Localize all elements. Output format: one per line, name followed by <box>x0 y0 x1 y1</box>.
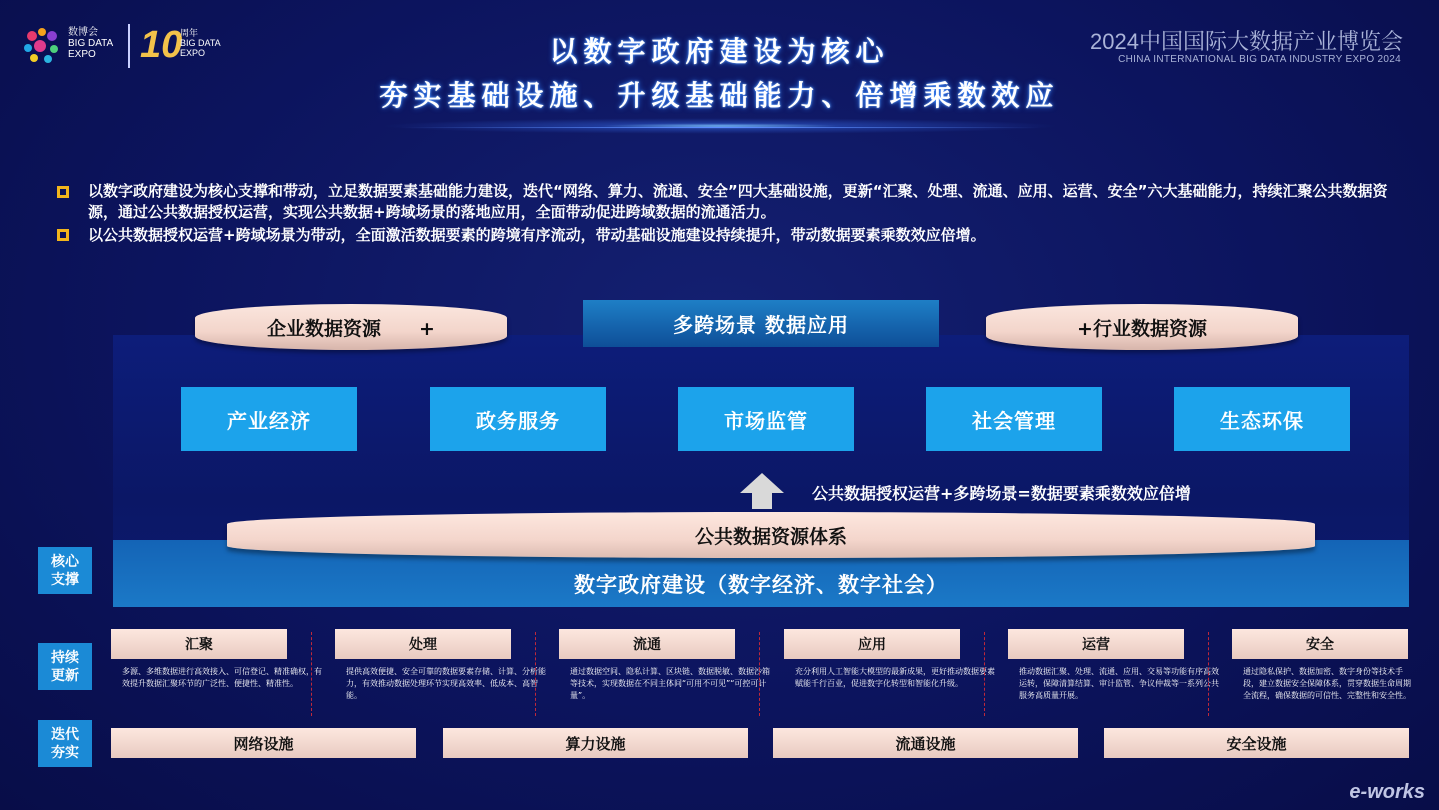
sector-box-social-management: 社会管理 <box>926 387 1102 451</box>
capability-desc-process: 提供高效便捷、安全可靠的数据要素存储、计算、分析能力，有效推动数据处理环节实现高效率、低成本、高智能。 <box>346 667 546 700</box>
anniversary-logo-number: 10 <box>140 24 183 66</box>
capability-separator <box>311 632 312 716</box>
capability-separator <box>984 632 985 716</box>
page-title-line1: 以数字政府建设为核心 <box>549 35 890 68</box>
capability-head-circulate: 流通 <box>559 629 735 659</box>
title-glow-decoration <box>380 118 1060 134</box>
sector-box-ecology: 生态环保 <box>1174 387 1350 451</box>
page-title-line2: 夯实基础设施、升级基础能力、倍增乘数效应 <box>379 79 1060 112</box>
capability-separator <box>759 632 760 716</box>
anniv-line2: BIG DATA <box>180 38 221 48</box>
capability-head-security: 安全 <box>1232 629 1408 659</box>
bullet-icon <box>57 186 69 198</box>
infra-network: 网络设施 <box>111 728 416 758</box>
sector-box-industry-economy: 产业经济 <box>181 387 357 451</box>
side-label-core-line2: 支撑 <box>51 571 79 588</box>
capability-head-process: 处理 <box>335 629 511 659</box>
anniv-line1: 周年 <box>180 28 199 38</box>
sector-box-government-services: 政务服务 <box>430 387 606 451</box>
capability-head-operate: 运营 <box>1008 629 1184 659</box>
logo-left-line2: BIG DATA <box>68 38 114 49</box>
side-label-iterate-consolidate <box>38 720 92 767</box>
side-label-iterate-line1: 迭代 <box>51 726 79 743</box>
capability-desc-operate: 推动数据汇聚、处理、流通、应用、交易等功能有序高效运转，保障清算结算、审计监管、争议仲裁等一系列公共服务高质量开展。 <box>1019 667 1219 700</box>
side-label-iterate-line2: 夯实 <box>51 744 79 761</box>
side-label-core-line1: 核心 <box>51 553 79 570</box>
capability-desc-security: 通过隐私保护、数据加密、数字身份等技术手段，建立数据安全保障体系，贯穿数据生命周期全流程，确保数据的可信性、完整性和安全性。 <box>1243 667 1411 700</box>
industry-data-pill: +行业数据资源 <box>986 304 1298 350</box>
capability-head-apply: 应用 <box>784 629 960 659</box>
bullet-text-2: 以公共数据授权运营+跨域场景为带动，全面激活数据要素的跨境有序流动，带动基础设施建设持续提升，带动数据要素乘数效应倍增。 <box>88 226 986 244</box>
anniv-line3: EXPO <box>180 48 206 58</box>
sector-box-market-supervision: 市场监管 <box>678 387 854 451</box>
up-arrow-icon <box>738 471 786 511</box>
capability-desc-apply: 充分利用人工智能大模型的最新成果，更好推动数据要素赋能千行百业，促进数字化转型和智能化升级。 <box>795 667 995 688</box>
enterprise-data-pill: 企业数据资源 + <box>195 304 507 350</box>
bullet-text-1: 以数字政府建设为核心支撑和带动，立足数据要素基础能力建设，迭代“网络、算力、流通、安全”四大基础设施，更新“汇聚、处理、流通、应用、运营、安全”六大基础能力，持续汇聚公共数据资源，通过公共数据授权运营，实现公共数据+跨域场景的落地应用，全面带动促进跨域数据的流通活力。 <box>88 182 1388 221</box>
logo-left-line1: 数博会 <box>68 27 98 38</box>
capability-separator <box>535 632 536 716</box>
capability-separator <box>1208 632 1209 716</box>
side-label-continuous-update <box>38 643 92 690</box>
capability-head-aggregate: 汇聚 <box>111 629 287 659</box>
bullet-icon <box>57 229 69 241</box>
multi-scenario-banner: 多跨场景 数据应用 <box>583 300 939 347</box>
infra-security: 安全设施 <box>1104 728 1409 758</box>
expo-subtitle: CHINA INTERNATIONAL BIG DATA INDUSTRY EXPO 2024 <box>1118 54 1401 65</box>
eworks-watermark: e-works <box>1349 781 1425 803</box>
infra-computing: 算力设施 <box>443 728 748 758</box>
public-data-resource-pill: 公共数据资源体系 <box>227 512 1315 558</box>
capability-desc-aggregate: 多源、多维数据进行高效接入、可信登记、精准确权，有效提升数据汇聚环节的广泛性、便捷性、精准性。 <box>122 667 322 688</box>
expo-title: 2024中国国际大数据产业博览会 <box>1090 29 1403 54</box>
multiplier-formula-text: 公共数据授权运营+多跨场景=数据要素乘数效应倍增 <box>812 484 1191 503</box>
side-label-update-line2: 更新 <box>51 667 79 684</box>
side-label-update-line1: 持续 <box>51 649 79 666</box>
capability-desc-circulate: 通过数据空间、隐私计算、区块链、数据脱敏、数据沙箱等技术，实现数据在不同主体间“可用不可见”“可控可计量”。 <box>570 667 770 700</box>
infra-circulation: 流通设施 <box>773 728 1078 758</box>
side-label-core-support <box>38 547 92 594</box>
digital-government-bar: 数字政府建设（数字经济、数字社会） <box>113 540 1409 607</box>
title-underline <box>400 127 1040 128</box>
logo-left-line3: EXPO <box>68 49 96 60</box>
